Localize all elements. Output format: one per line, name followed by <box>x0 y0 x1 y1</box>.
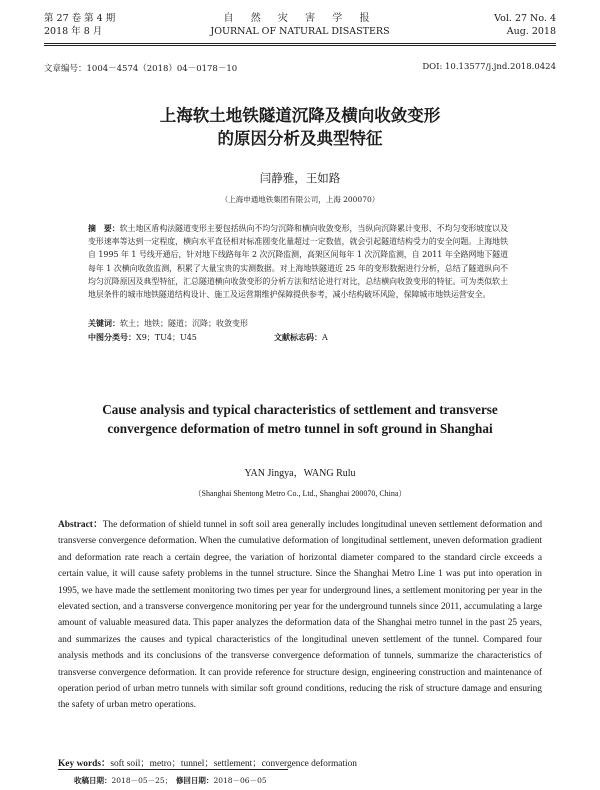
title-cn-line2: 的原因分析及典型特征 <box>217 129 383 148</box>
keywords-en-label: Key words： <box>58 759 111 769</box>
abstract-en <box>58 517 542 714</box>
keywords-en <box>58 755 542 769</box>
revised-label: 修回日期： <box>175 776 214 785</box>
title-en-line1: Cause analysis and typical characteristics of settlement and transverse <box>102 402 498 417</box>
affiliation-cn: （上海申通地铁集团有限公司，上海 200070） <box>220 195 380 204</box>
date-cn: 2018 年 8 月 <box>44 26 103 37</box>
date-en: Aug. 2018 <box>506 26 556 37</box>
abstract-cn-label: 摘 要： <box>88 224 120 233</box>
received-label: 收稿日期： <box>74 776 112 785</box>
doi: DOI: 10.13577/j.jnd.2018.0424 <box>422 62 556 72</box>
title-cn-line1: 上海软土地铁隧道沉降及横向收敛变形 <box>159 106 441 125</box>
volume-en: Vol. 27 No. 4 <box>494 13 556 24</box>
article-number: 文章编号：1004－4574（2018）04－0178－10 <box>44 64 238 74</box>
affiliation-en: （Shanghai Shentong Metro Co., Ltd., Shanghai 200070, China） <box>193 489 407 498</box>
footnote-rule <box>58 769 288 770</box>
doc-code <box>274 332 328 343</box>
volume-cn: 第 27 卷 第 4 期 <box>44 13 116 24</box>
title-en <box>0 400 600 438</box>
authors-en: YAN Jingya，WANG Rulu <box>244 468 356 479</box>
abstract-en-label: Abstract： <box>58 520 103 530</box>
keywords-en-text: soft soil；metro；tunnel；settlement；convergence deformation <box>110 759 357 769</box>
header-rule-thin <box>44 45 556 46</box>
authors-cn: 闫静雅，王如路 <box>259 171 341 185</box>
doc-code-value: A <box>322 333 328 342</box>
clc-value: X9；TU4；U45 <box>136 333 197 342</box>
header-rule-thick <box>44 43 556 44</box>
page-header <box>0 12 600 44</box>
received-date: 2018－05－25； <box>111 776 169 785</box>
clc-label: 中图分类号： <box>88 332 136 342</box>
abstract-cn-text: 软土地区盾构法隧道变形主要包括纵向不均匀沉降和横向收敛变形，当纵向沉降累计变形、不均匀变形坡度以及变形速率等达到一定程度，横向水平直径相对标准圆变化量超过一定数值，就会引起隧道结构受力的安全问题。上海地铁自 1995 年 1 号线开通后，针对地下线路每年 2 次沉降监测，高架区间每年 1 次沉降监测，自 2011 年全路网地下隧道每年 1 次横向收敛监测，积累了大量宝贵的实测数据。对上海地铁隧道近 25 年的变形数据进行分析，总结了隧道纵向不均匀沉降原因及典型特征，汇总隧道横向收敛变形的分析方法和结论进行对比，总结横向收敛变形的特征。可为类似软土地层条件的城市地铁隧道结构设计、施工及运营期维护保障提供参考，减小结构破坏风险，保障城市地铁运营安全。 <box>88 224 508 300</box>
abstract-en-text: The deformation of shield tunnel in soft soil area generally includes longitudinal uneven settlement deformation and transverse convergence deformation. When the cumulative deformation of longitudinal settlement, uneven deformation gradient and deformation rate reach a certain degree, the variation of horizontal diameter compared to the standard circle exceeds a certain value, it will cause safety problems in the tunnel structure. Since the Shanghai Metro Line 1 was put into operation in 1995, we have made the settlement monitoring two times per year for underground lines, a settlement monitoring per year in the elevated section, and a transverse convergence monitoring per year for the underground tunnels since 2011, accumulating a large amount of valuable measured data. This paper analyzes the deformation data of the Shanghai metro tunnel in the past 25 years, and summarizes the causes and typical characteristics of the longitudinal uneven settlement of the tunnel. Compared four analysis methods and its conclusions of the transverse convergence deformation of tunnels, summarize the characteristics of transverse convergence deformation. It can provide reference for structure design, engineering construction and maintenance of operation period of urban metro tunnels with similar soft ground conditions, reducing the risk of structure damage and ensuring the safety of urban metro operations. <box>58 520 543 711</box>
keywords-cn-label: 关键词： <box>88 318 120 328</box>
header-right <box>494 12 556 38</box>
abstract-cn <box>88 222 508 301</box>
footnote <box>74 774 554 787</box>
journal-name-cn: 自 然 灾 害 学 报 <box>223 13 377 24</box>
revised-date: 2018－06－05 <box>213 776 267 785</box>
title-en-line2: convergence deformation of metro tunnel in soft ground in Shanghai <box>107 421 493 436</box>
doc-code-label: 文献标志码： <box>274 332 322 342</box>
keywords-cn-text: 软土；地铁；隧道；沉降；收敛变形 <box>120 319 248 328</box>
keywords-cn <box>88 318 508 329</box>
journal-name-en: JOURNAL OF NATURAL DISASTERS <box>210 26 390 37</box>
classification-cn <box>88 332 508 343</box>
title-cn <box>0 104 600 150</box>
article-identifiers <box>44 62 556 74</box>
